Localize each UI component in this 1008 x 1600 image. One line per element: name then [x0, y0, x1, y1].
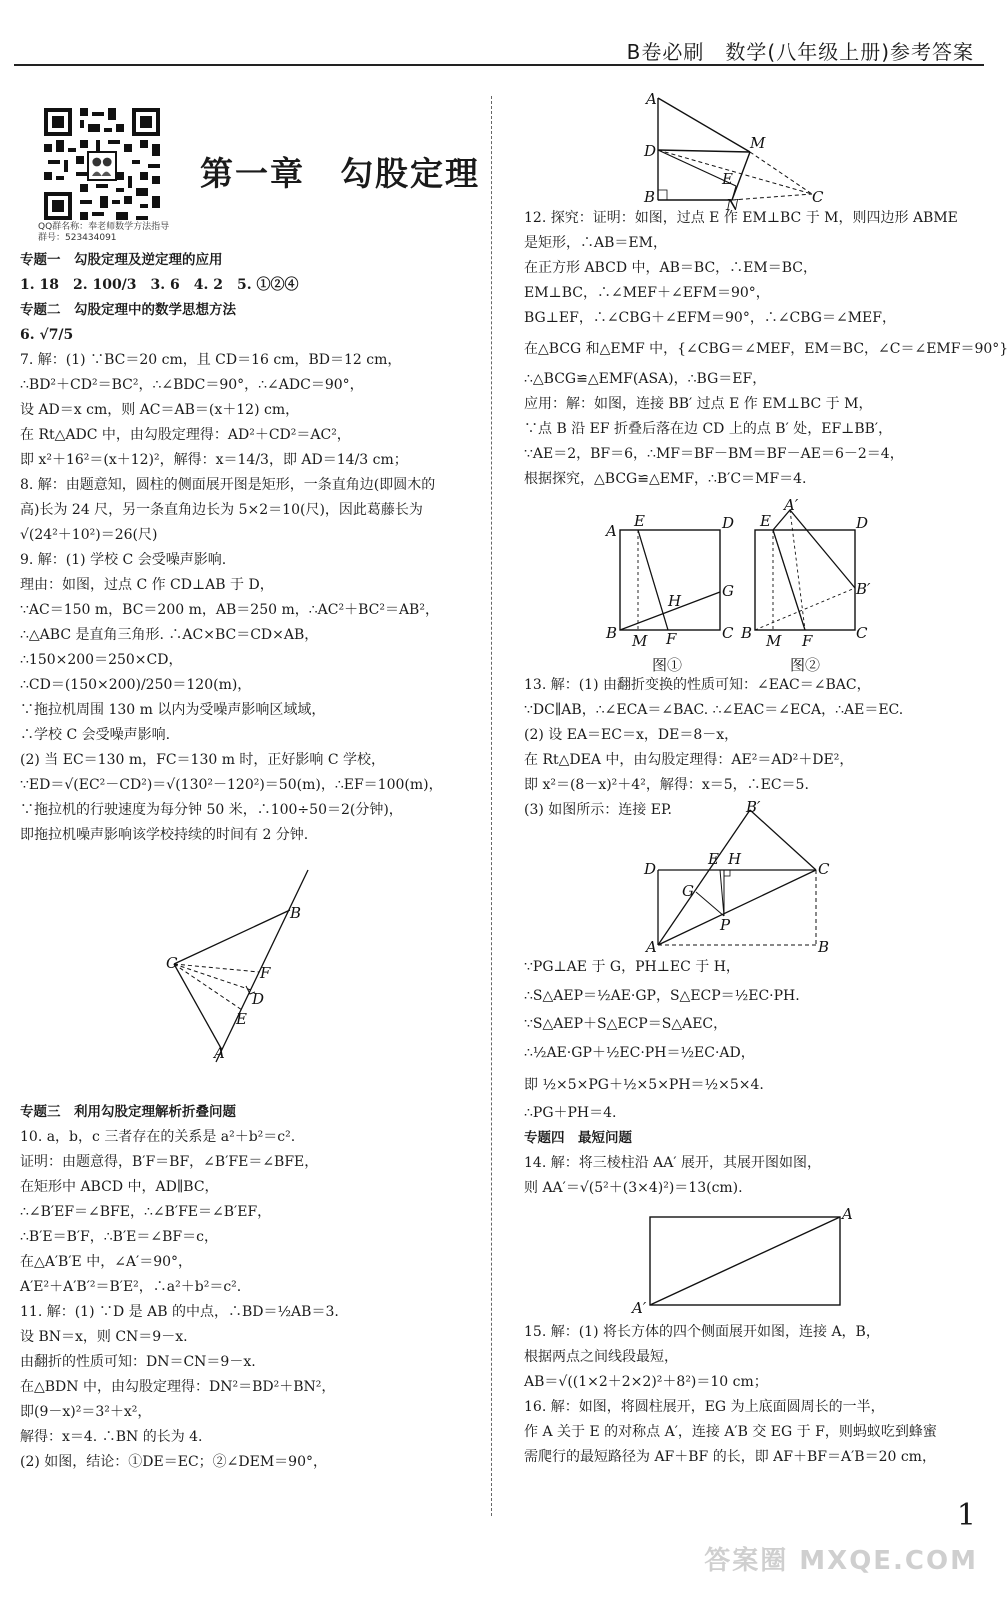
answer-line: ∴BD²＋CD²＝BC²，∴∠BDC＝90°，∴∠ADC＝90°，: [20, 377, 364, 393]
answer-line: 根据两点之间线段最短，: [524, 1349, 678, 1365]
answer-line: 作 A 关于 E 的对称点 A′，连接 A′B 交 EG 于 F，则蚂蚁吃到蜂蜜: [524, 1424, 937, 1440]
fig-label: H: [728, 850, 742, 868]
left-column: [20, 248, 482, 848]
answer-line: ∴B′E＝B′F，∴B′E＝∠BF＝c，: [20, 1229, 218, 1245]
answer-line: 高)长为 24 尺，另一条直角边长为 5×2＝10(尺)，因此葛藤长为: [20, 502, 423, 518]
fig-label: M: [766, 632, 782, 650]
answer-line: ∴PG＋PH＝4.: [524, 1105, 617, 1121]
answer-line: 在△BDN 中，由勾股定理得：DN²＝BD²＋BN²，: [20, 1379, 336, 1395]
answer-line: 1. 18 2. 100/3 3. 6 4. 2 5. ①②④: [20, 277, 299, 293]
answer-line: 是矩形，∴AB＝EM，: [524, 235, 667, 251]
answer-line: 即 x²＝(8－x)²＋4²，解得：x＝5，∴EC＝5.: [524, 777, 809, 793]
fig-label: A: [842, 1205, 853, 1223]
fig-label: F: [666, 630, 677, 648]
figure-problem-12: [600, 496, 880, 675]
answer-line: √(24²＋10²)＝26(尺): [20, 527, 158, 543]
fig-label: A: [214, 1044, 225, 1062]
answer-line: 在 Rt△DEA 中，由勾股定理得：AE²＝AD²＋DE²，: [524, 752, 854, 768]
answer-line: 6. √7/5: [20, 327, 74, 343]
qr-code-icon[interactable]: [44, 108, 160, 220]
right-column-part4: [524, 1320, 974, 1470]
fig-caption: 图①: [652, 656, 683, 674]
answer-line: ∴½AE·GP＋½EC·PH＝½EC·AD，: [524, 1045, 755, 1061]
answer-line: ∴△BCG≌△EMF(ASA)，∴BG＝EF，: [524, 371, 767, 387]
answer-line: (2) 设 EA＝EC＝x，DE＝8－x，: [524, 727, 739, 743]
fig-label: B: [290, 904, 302, 922]
answer-line: 设 BN＝x，则 CN＝9－x.: [20, 1329, 188, 1345]
watermark: 答案圈 MXQE.COM: [704, 1546, 978, 1576]
answer-line: A′E²＋A′B′²＝B′E²，∴a²＋b²＝c².: [20, 1279, 242, 1295]
fig-label: G: [722, 582, 734, 600]
fig-label: P: [720, 916, 731, 934]
section-title: 专题一 勾股定理及逆定理的应用: [20, 252, 223, 268]
answer-line: (3) 如图所示：连接 EP.: [524, 802, 672, 818]
fig-label: D: [252, 990, 265, 1008]
fig-label: E: [708, 850, 719, 868]
figure-problem-13: [640, 800, 840, 955]
answer-line: ∴150×200＝250×CD，: [20, 652, 183, 668]
answer-line: 理由：如图，过点 C 作 CD⊥AB 于 D，: [20, 577, 274, 593]
fig-label: M: [750, 134, 766, 152]
answer-line: ∴∠B′EF＝∠BFE，∴∠B′FE＝∠B′EF，: [20, 1204, 272, 1220]
fig-label: A: [606, 522, 617, 540]
fig-label: A: [646, 90, 657, 108]
fig-label: G: [682, 882, 694, 900]
header-title: B卷必刷 数学(八年级上册)参考答案: [626, 40, 974, 64]
answer-line: 即(9－x)²＝3²＋x²，: [20, 1404, 152, 1420]
answer-line: 在△BCG 和△EMF 中，{∠CBG＝∠MEF，EM＝BC，∠C＝∠EMF＝90°}: [524, 341, 1008, 357]
fig-label: E: [760, 512, 771, 530]
fig-label: M: [632, 632, 648, 650]
answer-line: 9. 解：(1) 学校 C 会受噪声影响.: [20, 552, 227, 568]
section-title: 专题三 利用勾股定理解析折叠问题: [20, 1104, 236, 1120]
answer-line: 12. 探究：证明：如图，过点 E 作 EM⊥BC 于 M，则四边形 ABME: [524, 210, 958, 226]
page-number: 1: [956, 1498, 976, 1533]
answer-line: 16. 解：如图，将圆柱展开，EG 为上底面圆周长的一半，: [524, 1399, 885, 1415]
fig-label: B: [644, 188, 656, 206]
fig-label: A′: [784, 496, 799, 514]
answer-line: ∵AC＝150 m，BC＝200 m，AB＝250 m，∴AC²＋BC²＝AB²，: [20, 602, 439, 618]
answer-line: 设 AD＝x cm，则 AC＝AB＝(x＋12) cm，: [20, 402, 300, 418]
answer-line: 由翻折的性质可知：DN＝CN＝9－x.: [20, 1354, 256, 1370]
fig-label: B: [741, 624, 753, 642]
answer-line: 在△A′B′E 中，∠A′＝90°，: [20, 1254, 193, 1270]
answer-line: 应用：解：如图，连接 BB′ 过点 E 作 EM⊥BC 于 M，: [524, 396, 873, 412]
fig-label: B′: [746, 798, 761, 816]
figure-problem-11: [640, 90, 830, 214]
fig-label: C: [818, 860, 830, 878]
answer-line: 8. 解：由题意知，圆柱的侧面展开图是矩形，一条直角边(即圆木的: [20, 477, 436, 493]
answer-line: 证明：由题意得，B′F＝BF，∠B′FE＝∠BFE，: [20, 1154, 319, 1170]
fig-label: B′: [856, 580, 871, 598]
answer-line: ∵AE＝2，BF＝6，∴MF＝BF－BM＝BF－AE＝6－2＝4，: [524, 446, 904, 462]
answer-line: 即 ½×5×PG＋½×5×PH＝½×5×4.: [524, 1077, 764, 1093]
answer-line: 7. 解：(1) ∵BC＝20 cm，且 CD＝16 cm，BD＝12 cm，: [20, 352, 402, 368]
answer-line: 11. 解：(1) ∵D 是 AB 的中点，∴BD＝½AB＝3.: [20, 1304, 339, 1320]
fig-label: B: [606, 624, 618, 642]
fig-label: F: [802, 632, 813, 650]
right-column: [524, 206, 1008, 492]
fig-label: H: [668, 592, 682, 610]
answer-line: BG⊥EF，∴∠CBG＋∠EFM＝90°，∴∠CBG＝∠MEF，: [524, 310, 896, 326]
right-column-part3: [524, 955, 974, 1201]
answer-line: ∵DC∥AB，∴∠ECA＝∠BAC. ∴∠EAC＝∠ECA，∴AE＝EC.: [524, 702, 904, 718]
answer-line: 在正方形 ABCD 中，AB＝BC，∴EM＝BC，: [524, 260, 817, 276]
answer-line: ∴△ABC 是直角三角形. ∴AC×BC＝CD×AB，: [20, 627, 319, 643]
answer-line: ∵点 B 沿 EF 折叠后落在边 CD 上的点 B′ 处，EF⊥BB′，: [524, 421, 893, 437]
answer-line: 15. 解：(1) 将长方体的四个侧面展开如图，连接 A，B，: [524, 1324, 880, 1340]
answer-line: 14. 解：将三棱柱沿 AA′ 展开，其展开图如图，: [524, 1155, 822, 1171]
left-column-part2: [20, 1100, 482, 1475]
fig-label: D: [722, 514, 735, 532]
answer-line: 13. 解：(1) 由翻折变换的性质可知：∠EAC＝∠BAC，: [524, 677, 871, 693]
answer-line: ∴学校 C 会受噪声影响.: [20, 727, 171, 743]
fig-label: C: [722, 624, 734, 642]
chapter-title: 第一章 勾股定理: [200, 154, 480, 193]
answer-line: 即拖拉机噪声影响该学校持续的时间有 2 分钟.: [20, 827, 309, 843]
answer-line: ∵S△AEP＋S△ECP＝S△AEC，: [524, 1016, 728, 1032]
fig-label: E: [722, 170, 733, 188]
fig-label: N: [726, 196, 740, 214]
fig-label: B: [818, 938, 830, 956]
fig-caption: 图②: [790, 656, 821, 674]
fig-label: D: [644, 142, 657, 160]
answer-line: ∵拖拉机的行驶速度为每分钟 50 米，∴100÷50＝2(分钟)，: [20, 802, 403, 818]
answer-line: ∴S△AEP＝½AE·GP，S△ECP＝½EC·PH.: [524, 988, 800, 1004]
fig-label: D: [856, 514, 869, 532]
fig-label: E: [634, 512, 645, 530]
fig-label: D: [644, 860, 657, 878]
answer-line: (2) 如图，结论：①DE＝EC；②∠DEM＝90°，: [20, 1454, 327, 1470]
answer-line: ∵PG⊥AE 于 G，PH⊥EC 于 H，: [524, 959, 740, 975]
fig-label: F: [260, 964, 271, 982]
answer-line: 在矩形中 ABCD 中，AD∥BC，: [20, 1179, 219, 1195]
qr-caption: QQ群名称：奉老师数学方法指导 群号：523434091: [38, 222, 170, 243]
answer-line: 需爬行的最短路径为 AF＋BF 的长，即 AF＋BF＝A′B＝20 cm，: [524, 1449, 936, 1465]
column-divider: [491, 96, 492, 1516]
section-title: 专题二 勾股定理中的数学思想方法: [20, 302, 236, 318]
fig-label: C: [856, 624, 868, 642]
figure-problem-9: [150, 866, 330, 1076]
answer-line: 10. a，b，c 三者存在的关系是 a²＋b²＝c².: [20, 1129, 296, 1145]
answer-line: 即 x²＋16²＝(x＋12)²，解得：x＝14/3，即 AD＝14/3 cm；: [20, 452, 408, 468]
answer-line: 则 AA′＝√(5²＋(3×4)²)＝13(cm).: [524, 1180, 743, 1196]
answer-line: EM⊥BC，∴∠MEF＋∠EFM＝90°，: [524, 285, 770, 301]
answer-line: ∴CD＝(150×200)/250＝120(m)，: [20, 677, 252, 693]
fig-label: E: [236, 1010, 247, 1028]
section-title: 专题四 最短问题: [524, 1130, 632, 1146]
answer-line: AB＝√((1×2＋2×2)²＋8²)＝10 cm；: [524, 1374, 768, 1390]
answer-line: 根据探究，△BCG≌△EMF，∴B′C＝MF＝4.: [524, 471, 807, 487]
page-header: [14, 32, 984, 66]
answer-line: 解得：x＝4. ∴BN 的长为 4.: [20, 1429, 203, 1445]
answer-line: 在 Rt△ADC 中，由勾股定理得：AD²＋CD²＝AC²，: [20, 427, 351, 443]
answer-line: (2) 当 EC＝130 m，FC＝130 m 时，正好影响 C 学校，: [20, 752, 386, 768]
fig-label: A: [646, 938, 657, 956]
fig-label: A′: [632, 1299, 647, 1317]
fig-label: C: [812, 188, 824, 206]
answer-line: ∵拖拉机周围 130 m 以内为受噪声影响区域域，: [20, 702, 326, 718]
figure-problem-14: [630, 1205, 860, 1315]
answer-line: ∵ED＝√(EC²－CD²)＝√(130²－120²)＝50(m)，∴EF＝100(m)，: [20, 777, 443, 793]
fig-label: C: [166, 954, 178, 972]
